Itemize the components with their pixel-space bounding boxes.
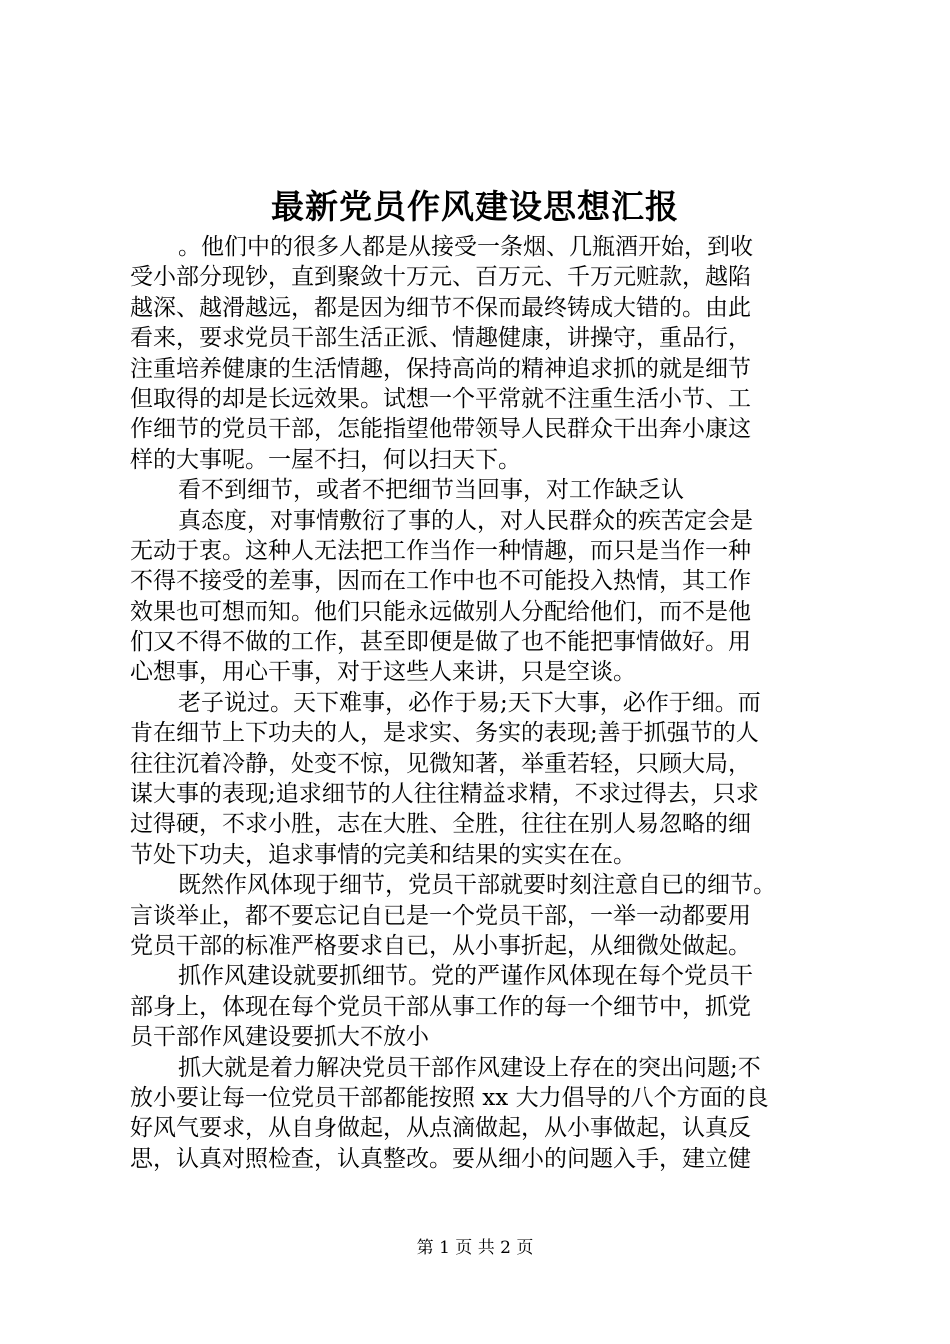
body-text-line: 但取得的却是长远效果。试想一个平常就不注重生活小节、工 [130,385,751,412]
body-text-line: 心想事，用心干事，对于这些人来讲，只是空谈。 [130,659,636,686]
body-text-line: 过得硬，不求小胜，志在大胜、全胜，往往在别人易忽略的细 [130,811,751,838]
body-text-line: 党员干部的标准严格要求自已，从小事折起，从细微处做起。 [130,932,751,959]
body-text-line: 效果也可想而知。他们只能永远做别人分配给他们，而不是他 [130,598,751,625]
body-text-line: 既然作风体现于细节，党员干部就要时刻注意自已的细节。 [178,872,776,899]
body-text-line: 员干部作风建设要抓大不放小 [130,1024,429,1051]
body-text-line: 不得不接受的差事，因而在工作中也不可能投入热情，其工作 [130,568,751,595]
body-text-line: 无动于衷。这种人无法把工作当作一种情趣，而只是当作一种 [130,537,751,564]
body-text-line: 真态度，对事情敷衍了事的人，对人民群众的疾苦定会是 [178,507,753,534]
body-text-line: 部身上，体现在每个党员干部从事工作的每一个细节中，抓党 [130,993,751,1020]
body-text-line: 谋大事的表现;追求细节的人往往精益求精，不求过得去，只求 [130,781,759,808]
page-indicator: 第 1 页 共 2 页 [416,1238,534,1258]
body-text-line: 样的大事呢。一屋不扫，何以扫天下。 [130,446,521,473]
body-text-line: 老子说过。天下难事，必作于易;天下大事，必作于细。而 [178,689,761,716]
document-body [130,232,835,1174]
body-text-line: 注重培养健康的生活情趣，保持高尚的精神追求抓的就是细节 [130,355,751,382]
body-text-line: 言谈举止，都不要忘记自已是一个党员干部，一举一动都要用 [130,902,751,929]
body-text-line: 放小要让每一位党员干部都能按照 xx 大力倡导的八个方面的良 [130,1084,769,1111]
body-text-line: 节处下功夫，追求事情的完美和结果的实实在在。 [130,841,636,868]
body-text-line: 抓作风建设就要抓细节。党的严谨作风体现在每个党员干 [178,963,753,990]
body-text-line: 好风气要求，从自身做起，从点滴做起，从小事做起，认真反 [130,1115,751,1142]
body-text-line: 往往沉着冷静，处变不惊，见微知著，举重若轻，只顾大局， [130,750,751,777]
body-text-line: 作细节的党员干部，怎能指望他带领导人民群众干出奔小康这 [130,416,751,443]
body-text-line: 越深、越滑越远，都是因为细节不保而最终铸成大错的。由此 [130,294,751,321]
document-title: 最新党员作风建设思想汇报 [271,187,679,226]
body-text-line: 。他们中的很多人都是从接受一条烟、几瓶酒开始，到收 [178,234,753,260]
body-text-line: 们又不得不做的工作，甚至即便是做了也不能把事情做好。用 [130,629,751,656]
body-text-line: 看不到细节，或者不把细节当回事，对工作缺乏认 [178,477,684,504]
body-text-line: 思，认真对照检查，认真整改。要从细小的问题入手，建立健 [130,1145,751,1172]
body-text-line: 肯在细节上下功夫的人，是求实、务实的表现;善于抓强节的人 [130,720,759,747]
body-text-line: 受小部分现钞，直到聚敛十万元、百万元、千万元赃款，越陷 [130,264,751,291]
body-text-line: 抓大就是着力解决党员干部作风建设上存在的突出问题;不 [178,1054,761,1081]
body-text-line: 看来，要求党员干部生活正派、情趣健康，讲操守，重品行， [130,325,751,352]
